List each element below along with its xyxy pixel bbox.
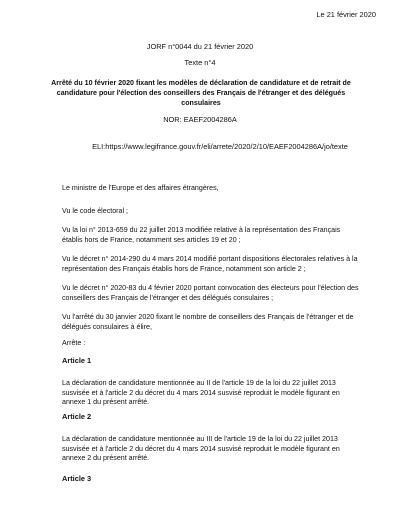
article-text: La déclaration de candidature mentionnée au II de l'article 19 de la loi du 22 juillet 2013 susvisée et à l'article 2 du décret du 4 mars 2014 susvisé reproduit le modèle figurant en annexe 1 du présent arrêté. — [62, 379, 340, 407]
minister-line: Le ministre de l'Europe et des affaires étrangères, — [62, 184, 219, 192]
visa-paragraph: Vu le décret n° 2020-83 du 4 février 2020 portant convocation des électeurs pour l'élection des conseillers des Français de l'étranger et des délégués consulaires ; — [62, 284, 359, 302]
visa-paragraph: Vu le code électoral ; — [62, 207, 128, 215]
visa-paragraph: Vu l'arrêté du 30 janvier 2020 fixant le nombre de conseillers des Français de l'étranger et de délégués consulaires à élire, — [62, 313, 354, 331]
article-heading: Article 1 — [62, 356, 92, 365]
arrete-line: Arrête : — [62, 339, 86, 347]
visa-paragraph: Vu la loi n° 2013-659 du 22 juillet 2013 modifiée relative à la représentation des Français établis hors de France, notamment ses articles 19 et 20 ; — [62, 226, 341, 244]
decree-title: Arrêté du 10 février 2020 fixant les modèles de déclaration de candidature et de retrait de candidature pour l'élection des conseillers des Français de l'étranger et des délégués consulaires — [51, 79, 351, 107]
article-heading: Article 2 — [62, 412, 92, 421]
visa-paragraph: Vu le décret n° 2014-290 du 4 mars 2014 modifié portant dispositions électorales relatives à la représentation des Français établis hors de France, notamment son article 2 ; — [62, 255, 358, 273]
article-heading: Article 3 — [62, 474, 92, 483]
text-number: Texte n°4 — [184, 58, 216, 67]
document-date: Le 21 février 2020 — [316, 10, 376, 19]
eli-link[interactable]: ELI:https://www.legifrance.gouv.fr/eli/arrete/2020/2/10/EAEF2004286A/jo/texte — [92, 142, 348, 151]
jorf-reference: JORF n°0044 du 21 février 2020 — [146, 42, 254, 51]
article-text: La déclaration de candidature mentionnée au III de l'article 19 de la loi du 22 juillet 2013 susvisée et à l'article 2 du décret du 4 mars 2014 susvisé reproduit le modèle figurant en annexe 2 du présent arrêté. — [62, 435, 340, 463]
nor-reference: NOR: EAEF2004286A — [163, 115, 237, 124]
